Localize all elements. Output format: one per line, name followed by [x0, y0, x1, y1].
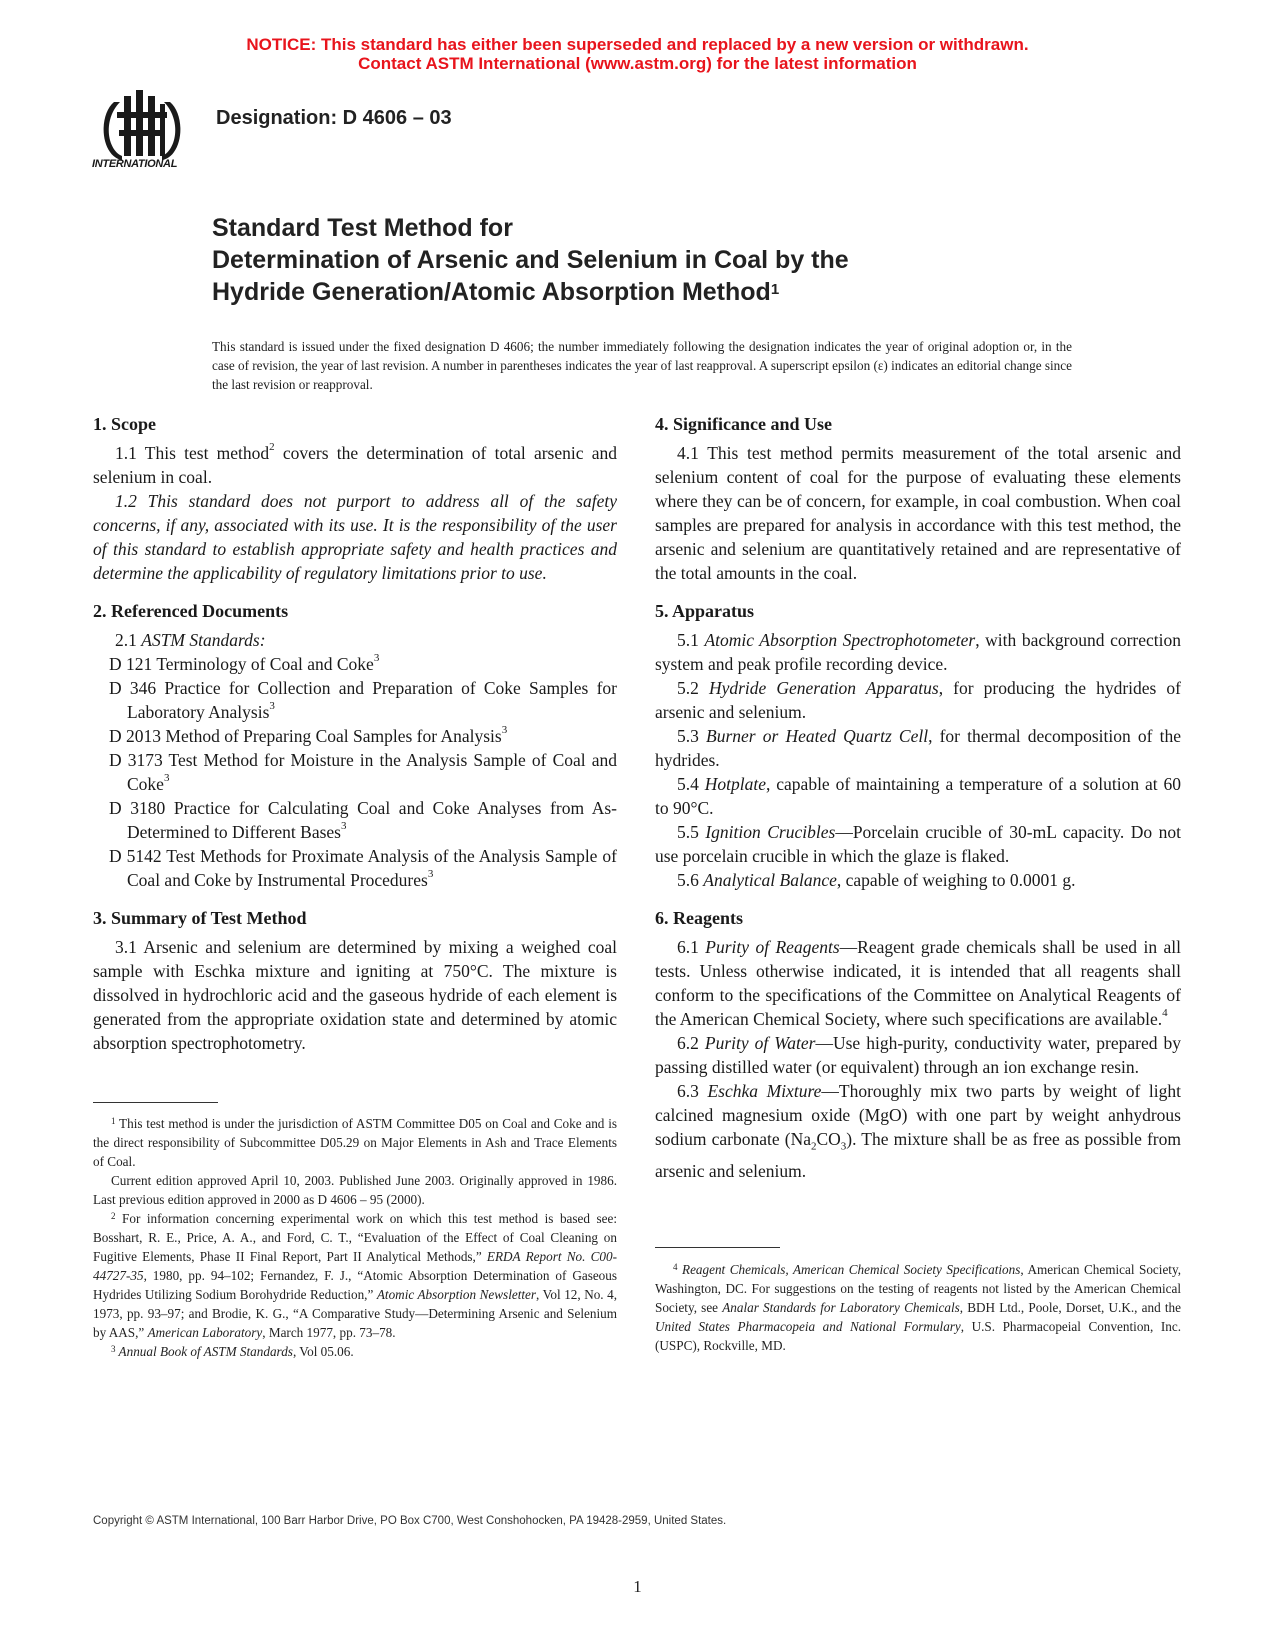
astm-logo: [92, 90, 200, 182]
refdocs-list: [93, 652, 617, 892]
refdoc-item: D 2013 Method of Preparing Coal Samples for Analysis$^3$: [109, 724, 508, 746]
left-column: [93, 412, 617, 1055]
copyright: Copyright © ASTM International, 100 Barr Harbor Drive, PO Box C700, West Conshohocken, PA 19428-2959, United States.: [93, 1515, 727, 1527]
footnotes-left: [93, 1114, 617, 1361]
significance-heading: 4. Significance and Use: [655, 414, 833, 434]
footnote-rule-left: [93, 1102, 218, 1103]
apparatus-item: 5.3 Burner or Heated Quartz Cell, for thermal decomposition of the hydrides.: [655, 726, 1182, 770]
footnotes-right: [655, 1260, 1181, 1355]
refdoc-item: D 3180 Practice for Calculating Coal and Coke Analyses from As-Determined to Different Bases$^3$: [109, 798, 617, 842]
refdocs-subheading: 2.1 ASTM Standards:: [115, 630, 266, 650]
title-footnote-mark: 1: [770, 281, 780, 298]
footnote-1: $^1$ This test method is under the jurisdiction of ASTM Committee D05 on Coal and Coke and is the direct responsibility of Subcommittee D05.29 on Major Elements in Ash and Trace Elements of Coal.: [93, 1116, 617, 1169]
apparatus-item: 5.6 Analytical Balance, capable of weighing to 0.0001 g.: [677, 870, 1076, 890]
refdoc-item: D 346 Practice for Collection and Preparation of Coke Samples for Laboratory Analysis$^3$: [109, 678, 617, 722]
document-title: [212, 212, 849, 308]
designation: Designation: D 4606 – 03: [216, 107, 452, 129]
preamble: This standard is issued under the fixed designation D 4606; the number immediately following the designation indicates the year of original adoption or, in the case of revision, the year of last revision. A number in parentheses indicates the year of last reapproval. A superscript epsilon (ε) indicates an editorial change since the last revision or reapproval.: [212, 339, 1072, 392]
refdoc-item: D 121 Terminology of Coal and Coke$^3$: [109, 652, 380, 674]
footnote-rule-right: [655, 1247, 780, 1248]
footnote-2: $^2$ For information concerning experimental work on which this test method is based see: Bosshart, R. E., Price, A. A., and Ford, C. T., “Evaluation of the Effect of Coal Cleaning on Fugitive Elements, Phase II Final Report, Part II Analytical Methods,” ERDA Report No. C00-44727-35, 1980, pp. 94–102; Fernandez, F. J., “Atomic Absorption Determination of Gaseous Hydrides Utilizing Sodium Borohydride Reduction,” Atomic Absorption Newsletter, Vol 12, No. 4, 1973, pp. 93–97; and Brodie, K. G., “A Comparative Study—Determining Arsenic and Selenium by AAS,” American Laboratory, March 1977, pp. 73–78.: [93, 1211, 618, 1340]
apparatus-item: 5.5 Ignition Crucibles—Porcelain crucible of 30-mL capacity. Do not use porcelain crucible in which the glaze is flaked.: [655, 822, 1181, 866]
footnote-3: $^3$ Annual Book of ASTM Standards, Vol 05.06.: [111, 1344, 354, 1359]
refdoc-item: D 3173 Test Method for Moisture in the Analysis Sample of Coal and Coke$^3$: [109, 750, 617, 794]
refdocs-heading: 2. Referenced Documents: [93, 601, 289, 621]
reagents-6-3: 6.3 Eschka Mixture—Thoroughly mix two parts by weight of light calcined magnesium oxide (MgO) with one part by weight anhydrous sodium carbonate $(Na_2CO_3)$. The mixture shall be as free as possible from arsenic and selenium.: [655, 1081, 1181, 1181]
refdoc-item: D 5142 Test Methods for Proximate Analysis of the Analysis Sample of Coal and Coke by Instrumental Procedures$^3$: [109, 846, 617, 890]
reagents-6-2: 6.2 Purity of Water—Use high-purity, conductivity water, prepared by passing distilled water (or equivalent) through an ion exchange resin.: [655, 1033, 1181, 1077]
scope-1-1: 1.1 This test method$^2$ covers the determination of total arsenic and selenium in coal.: [93, 441, 617, 487]
apparatus-item: 5.4 Hotplate, capable of maintaining a temperature of a solution at 60 to 90°C.: [655, 774, 1182, 818]
significance-4-1: 4.1 This test method permits measurement of the total arsenic and selenium content of coal for the purpose of evaluating these elements where they can be of concern, for example, in coal combustion. When coal samples are prepared for analysis in accordance with this test method, the arsenic and selenium are quantitatively retained and are representative of the total amounts in the coal.: [655, 443, 1181, 583]
title-line-2: Determination of Arsenic and Selenium in Coal by the: [212, 246, 849, 274]
apparatus-item: 5.2 Hydride Generation Apparatus, for producing the hydrides of arsenic and selenium.: [655, 678, 1181, 722]
notice-line-1: NOTICE: This standard has either been superseded and replaced by a new version or withdrawn.: [246, 35, 1029, 54]
summary-heading: 3. Summary of Test Method: [93, 908, 307, 928]
reagents-6-1: 6.1 Purity of Reagents—Reagent grade chemicals shall be used in all tests. Unless otherwise indicated, it is intended that all reagents shall conform to the specifications of the Committee on Analytical Reagents of the American Chemical Society, where such specifications are available.$^4$: [655, 937, 1181, 1029]
logo-text: INTERNATIONAL: [92, 158, 178, 170]
apparatus-heading: 5. Apparatus: [655, 601, 755, 621]
notice-line-2: Contact ASTM International (www.astm.org) for the latest information: [358, 54, 917, 73]
title-line-1: Standard Test Method for: [212, 214, 513, 242]
right-column: [655, 412, 1181, 1183]
page-number: 1: [633, 1577, 642, 1596]
scope-1-2: 1.2 This standard does not purport to address all of the safety concerns, if any, associated with its use. It is the responsibility of the user of this standard to establish appropriate safety and health practices and determine the applicability of regulatory limitations prior to use.: [93, 491, 617, 583]
reagents-heading: 6. Reagents: [655, 908, 743, 928]
apparatus-item: 5.1 Atomic Absorption Spectrophotometer, with background correction system and peak profile recording device.: [655, 630, 1181, 674]
scope-heading: 1. Scope: [93, 414, 156, 434]
footnote-1b: Current edition approved April 10, 2003. Published June 2003. Originally approved in 1986. Last previous edition approved in 2000 as D 4606 – 95 (2000).: [93, 1173, 617, 1207]
summary-3-1: 3.1 Arsenic and selenium are determined by mixing a weighed coal sample with Eschka mixture and igniting at 750°C. The mixture is dissolved in hydrochloric acid and the gaseous hydride of each element is generated from the appropriate oxidation state and determined by atomic absorption spectrophotometry.: [93, 937, 617, 1053]
apparatus-list: [655, 628, 1181, 892]
footnote-4: $^4$ Reagent Chemicals, American Chemical Society Specifications, American Chemical Society, Washington, DC. For suggestions on the testing of reagents not listed by the American Chemical Society, see Analar Standards for Laboratory Chemicals, BDH Ltd., Poole, Dorset, U.K., and the United States Pharmacopeia and National Formulary, U.S. Pharmacopeial Convention, Inc. (USPC), Rockville, MD.: [655, 1262, 1181, 1353]
title-line-3: Hydride Generation/Atomic Absorption Method: [212, 278, 771, 306]
